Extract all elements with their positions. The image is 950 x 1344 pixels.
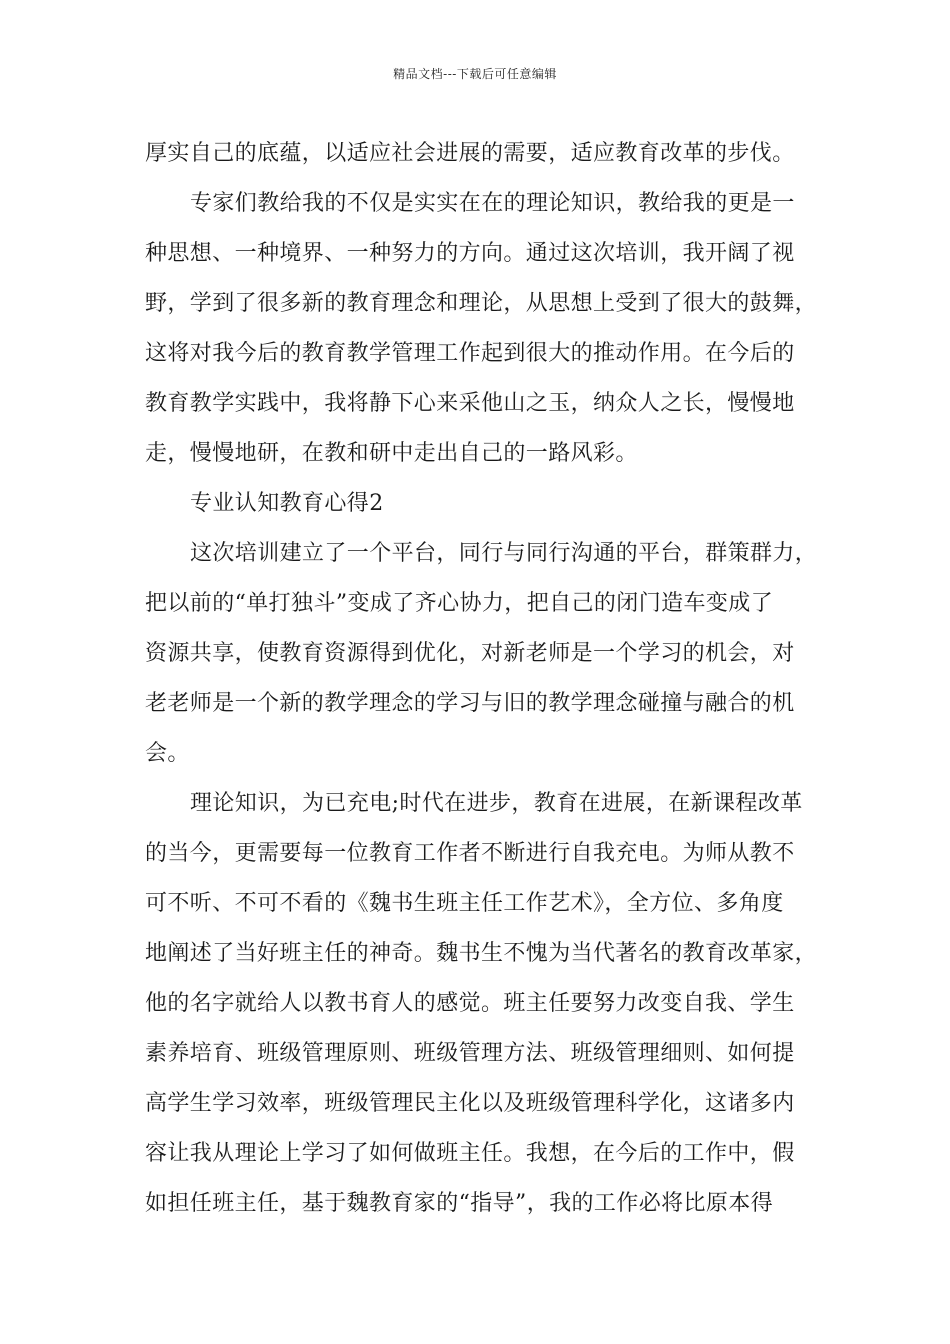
text-line: 如担任班主任，基于魏教育家的“指导”，我的工作必将比原本得 xyxy=(145,1191,774,1216)
paragraph-start-line: 理论知识，为已充电;时代在进步，教育在进展，在新课程改革 xyxy=(190,791,803,816)
text-line: 地阐述了当好班主任的神奇。魏书生不愧为当代著名的教育改革家， xyxy=(145,941,818,966)
text-line: 把以前的“单打独斗”变成了齐心协力，把自己的闭门造车变成了 xyxy=(145,591,774,616)
text-line: 高学生学习效率，班级管理民主化以及班级管理科学化，这诸多内 xyxy=(145,1091,795,1116)
page-header: 精品文档---下载后可任意编辑 xyxy=(393,67,557,81)
text-line: 资源共享，使教育资源得到优化，对新老师是一个学习的机会，对 xyxy=(145,641,795,666)
document-body xyxy=(145,129,817,1229)
text-line: 种思想、一种境界、一种努力的方向。通过这次培训，我开阔了视 xyxy=(145,241,795,266)
text-line: 厚实自己的底蕴，以适应社会进展的需要，适应教育改革的步伐。 xyxy=(145,141,795,166)
text-line: 老老师是一个新的教学理念的学习与旧的教学理念碰撞与融合的机 xyxy=(145,691,795,716)
section-heading: 专业认知教育心得2 xyxy=(190,491,384,516)
text-line: 他的名字就给人以教书育人的感觉。班主任要努力改变自我、学生 xyxy=(145,991,795,1016)
text-line: 野，学到了很多新的教育理念和理论，从思想上受到了很大的鼓舞， xyxy=(145,291,818,316)
text-line: 走，慢慢地研，在教和研中走出自己的一路风彩。 xyxy=(145,441,638,466)
text-line: 素养培育、班级管理原则、班级管理方法、班级管理细则、如何提 xyxy=(145,1041,795,1066)
text-line: 这将对我今后的教育教学管理工作起到很大的推动作用。在今后的 xyxy=(145,341,795,366)
text-line: 可不听、不可不看的《魏书生班主任工作艺术》，全方位、多角度 xyxy=(145,891,784,916)
text-line: 的当今，更需要每一位教育工作者不断进行自我充电。为师从教不 xyxy=(145,841,795,866)
paragraph-start-line: 专家们教给我的不仅是实实在在的理论知识，教给我的更是一 xyxy=(190,191,795,216)
text-line: 教育教学实践中，我将静下心来采他山之玉，纳众人之长，慢慢地 xyxy=(145,391,795,416)
text-line: 会。 xyxy=(145,741,190,766)
text-line: 容让我从理论上学习了如何做班主任。我想，在今后的工作中，假 xyxy=(145,1141,795,1166)
paragraph-start-line: 这次培训建立了一个平台，同行与同行沟通的平台，群策群力， xyxy=(190,541,818,566)
